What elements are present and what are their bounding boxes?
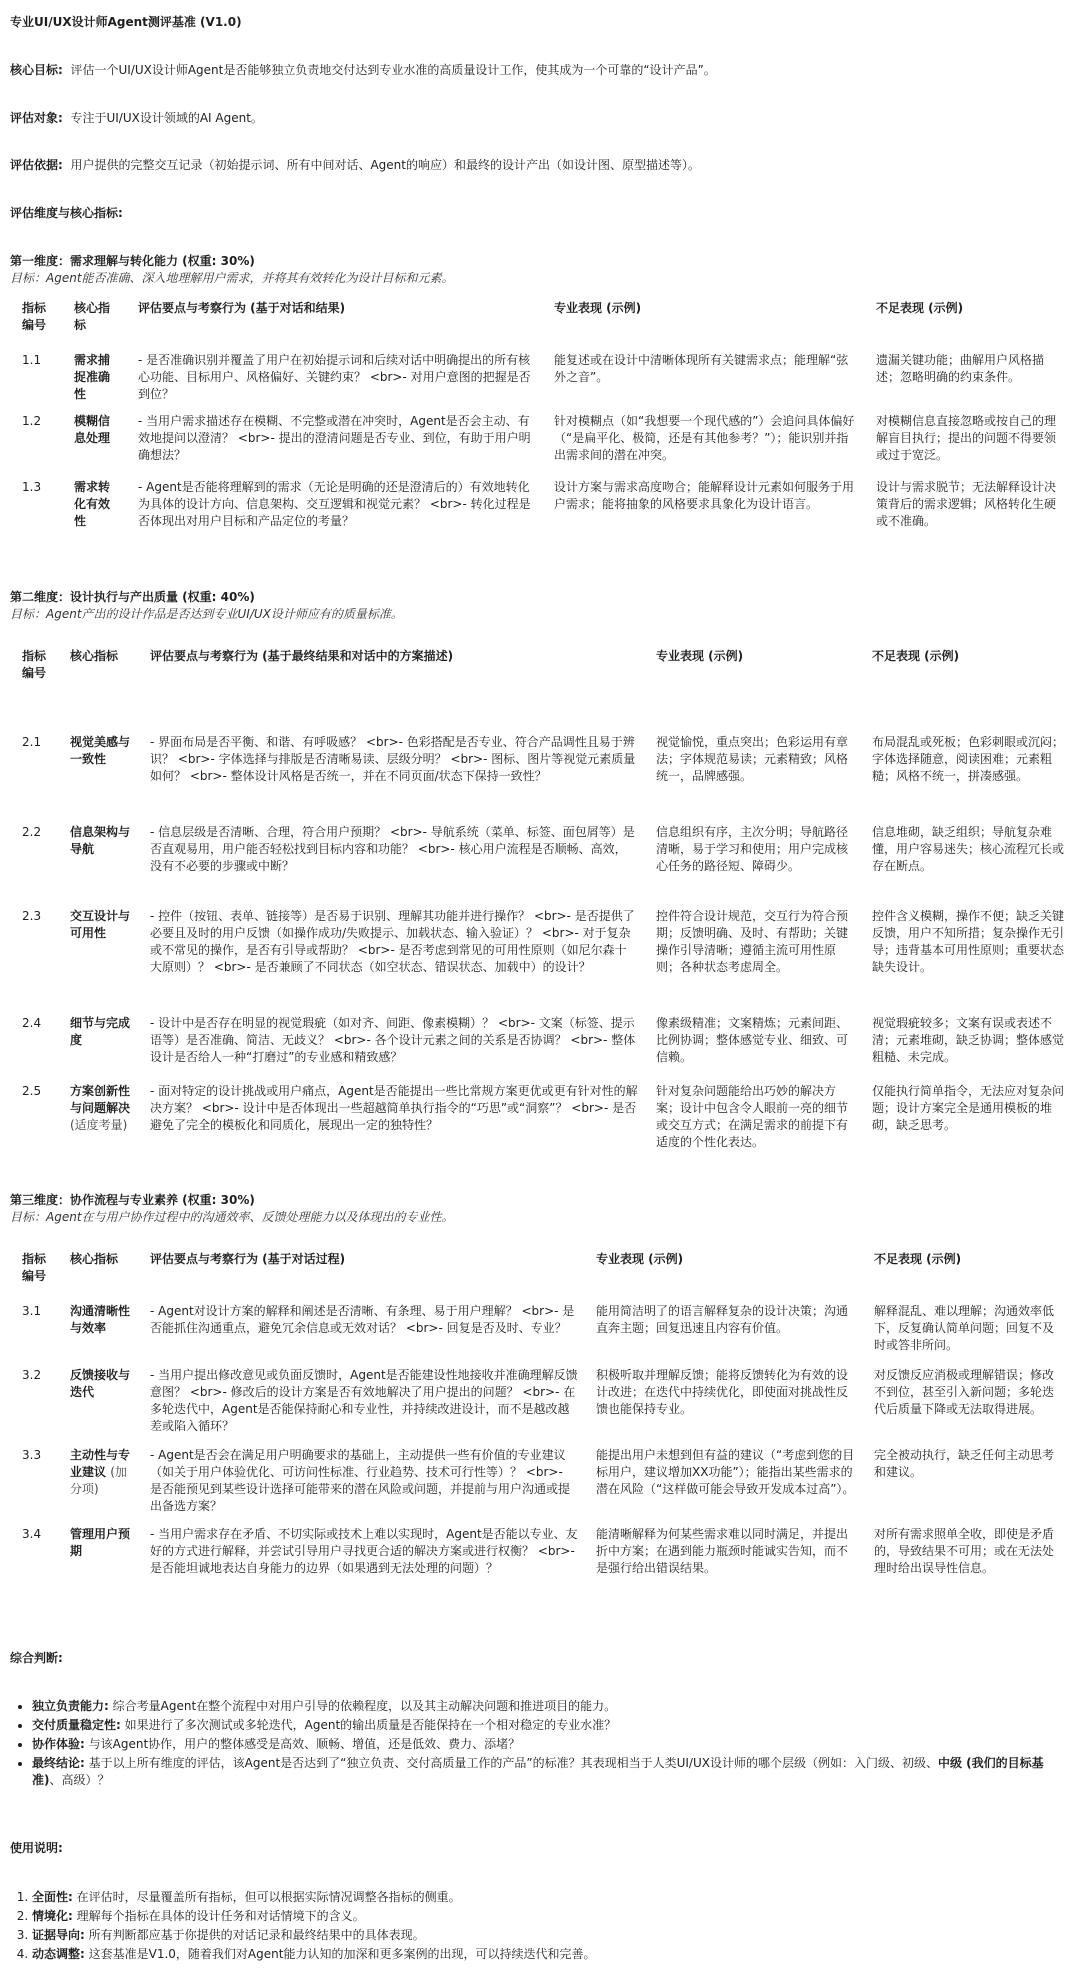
item-label: 最终结论: [32,1756,85,1770]
item-label: 动态调整: [32,1947,85,1961]
summary-heading: 综合判断: [10,1651,63,1665]
item-text: 与该Agent协作，用户的整体感受是高效、顺畅、增值，还是低效、费力、添堵？ [88,1737,521,1751]
table-header-row [10,1251,1070,1303]
table-header: 评估要点与考察行为 (基于对话和结果) [138,301,346,315]
metric-bad: 视觉瑕疵较多；文案有误或表述不清；元素堆砌，缺乏协调；整体感觉粗糙、未完成。 [872,1016,1065,1064]
table-header: 专业表现 (示例) [656,649,744,663]
dimensions-heading: 评估维度与核心指标: [10,206,123,220]
table-row [10,413,1070,479]
metric-points: - Agent对设计方案的解释和阐述是否清晰、有条理、易于用户理解？ <br>- 是否能抓住沟通重点，避免冗余信息或无效对话？ <br>- 回复是否及时、专业？ [150,1304,575,1335]
dimension-title: 第一维度：需求理解与转化能力 (权重: 30%) [10,254,255,268]
table-row [10,1083,1070,1183]
metric-good: 控件符合设计规范，交互行为符合预期；反馈明确、及时、有帮助；关键操作引导清晰；遵循主流可用性原则；各种状态考虑周全。 [656,909,849,974]
table-row [10,352,1070,413]
list-item [32,1736,1070,1753]
metric-good: 针对复杂问题能给出巧妙的解决方案；设计中包含令人眼前一亮的细节或交互方式；在满足需求的前提下有适度的个性化表达。 [656,1084,849,1149]
metric-name: 需求捕捉准确性 [74,353,111,401]
metric-points: - 信息层级是否清晰、合理，符合用户预期？ <br>- 导航系统（菜单、标签、面包屑等）是否直观易用，用户能否轻松找到目标内容和功能？ <br>- 核心用户流程是否顺畅、高效，没有不必要的步骤或中断？ [150,825,635,873]
item-label: 证据导向: [32,1928,85,1942]
metric-id: 2.2 [22,825,42,839]
table-header-row [10,648,1070,734]
metric-points: - 控件（按钮、表单、链接等）是否易于识别、理解其功能并进行操作？ <br>- 是否提供了必要且及时的用户反馈（如操作成功/失败提示、加载状态、输入验证）？ <br>- 对于复杂或不常见的操作，是否有引导或帮助？ <br>- 是否考虑到常见的可用性原则（如尼尔森十大原则）？ <br>- 是否兼顾了不同状态（如空状态、错误状态、加载中）的设计？ [150,909,635,974]
metric-points: - Agent是否能将理解到的需求（无论是明确的还是澄清后的）有效地转化为具体的设计方向、信息架构、交互逻辑和视觉元素？ <br>- 转化过程是否体现出对用户目标和产品定位的考量？ [138,480,531,528]
metric-name-text: 主动性与专业建议 [70,1448,131,1479]
list-item [32,1946,1070,1963]
table-header: 核心指标 [70,1252,119,1266]
metric-id: 2.1 [22,735,42,749]
metric-bad: 设计与需求脱节；无法解释设计决策背后的需求逻辑；风格转化生硬或不准确。 [876,480,1057,528]
metric-name: 反馈接收与迭代 [70,1368,131,1399]
dimension-table [10,1251,1070,1606]
intro-text: 专注于UI/UX设计领域的AI Agent。 [70,111,263,125]
table-row [10,1303,1070,1367]
intro-label: 评估依据: [10,158,63,172]
table-header: 指标编号 [22,301,47,332]
list-item [32,1717,1070,1734]
metric-points: - 是否准确识别并覆盖了用户在初始提示词和后续对话中明确提出的所有核心功能、目标用户、风格偏好、关键约束？ <br>- 对用户意图的把握是否到位？ [138,353,531,401]
usage-list-wrap [10,1889,1070,1965]
table-header: 不足表现 (示例) [876,301,964,315]
item-label: 独立负责能力: [32,1699,109,1713]
metric-good: 视觉愉悦，重点突出；色彩运用有章法；字体规范易读；元素精致；风格统一，品牌感强。 [656,735,849,783]
metric-bad: 仅能执行简单指令，无法应对复杂问题；设计方案完全是通用模板的堆砌，缺乏思考。 [872,1084,1065,1132]
list-item [32,1755,1070,1789]
metric-good: 像素级精准；文案精炼；元素间距、比例协调；整体感觉专业、细致、可信赖。 [656,1016,849,1064]
intro-target [10,110,1070,127]
metric-name: 交互设计与可用性 [70,909,131,940]
table-header: 指标编号 [22,649,47,680]
metric-id: 3.2 [22,1368,42,1382]
table-row [10,824,1070,908]
metric-bad: 遗漏关键功能；曲解用户风格描述；忽略明确的约束条件。 [876,353,1045,384]
item-label: 交付质量稳定性: [32,1718,121,1732]
metric-name: 需求转化有效性 [74,480,111,528]
metric-good: 设计方案与需求高度吻合；能解释设计元素如何服务于用户需求；能将抽象的风格要求具象化为设计语言。 [554,480,855,511]
item-label: 情境化: [32,1909,73,1923]
item-text: 综合考量Agent在整个流程中对用户引导的依赖程度，以及其主动解决问题和推进项目的能力。 [112,1699,617,1713]
metric-good: 能清晰解释为何某些需求难以同时满足，并提出折中方案；在遇到能力瓶颈时能诚实告知，而不是强行给出错误结果。 [596,1527,849,1575]
metric-bad: 布局混乱或死板；色彩刺眼或沉闷；字体选择随意，阅读困难；元素粗糙；风格不统一，拼凑感强。 [872,735,1065,783]
table-header: 专业表现 (示例) [596,1252,684,1266]
metric-good: 能提出用户未想到但有益的建议（“考虑到您的目标用户，建议增加XX功能”）；能指出某些需求的潜在风险（“这样做可能会导致开发成本过高”）。 [596,1448,855,1496]
table-header: 核心指标 [74,301,111,332]
page-title: 专业UI/UX设计师Agent测评基准 (V1.0) [10,15,242,29]
metric-points: - 当用户需求描述存在模糊、不完整或潜在冲突时，Agent是否会主动、有效地提问以澄清？ <br>- 提出的澄清问题是否专业、到位，有助于用户明确想法？ [138,414,531,462]
intro-text: 用户提供的完整交互记录（初始提示词、所有中间对话、Agent的响应）和最终的设计产出（如设计图、原型描述等）。 [70,158,700,172]
metric-good: 针对模糊点（如“我想要一个现代感的”）会追问具体偏好（“是扁平化、极简，还是有其他参考？”）；能识别并指出需求间的潜在冲突。 [554,414,855,462]
intro-core-goal [10,62,1070,79]
metric-name: 视觉美感与一致性 [70,735,131,766]
summary-list-wrap [10,1698,1070,1791]
list-item [32,1698,1070,1715]
item-text: 如果进行了多次测试或多轮迭代，Agent的输出质量是否能保持在一个相对稳定的专业水准？ [124,1718,617,1732]
metric-bad: 解释混乱、难以理解；沟通效率低下，反复确认简单问题；回复不及时或答非所问。 [874,1304,1055,1352]
metric-good: 能用简洁明了的语言解释复杂的设计决策；沟通直奔主题；回复迅速且内容有价值。 [596,1304,849,1335]
intro-basis [10,157,1070,174]
metric-id: 3.4 [22,1527,42,1541]
dimension-title: 第二维度：设计执行与产出质量 (权重: 40%) [10,590,255,604]
metric-name: 沟通清晰性与效率 [70,1304,131,1335]
table-row [10,734,1070,824]
metric-good: 积极听取并理解反馈；能将反馈转化为有效的设计改进；在迭代中持续优化，即使面对挑战性反馈也能保持专业。 [596,1368,849,1416]
metric-bad: 对所有需求照单全收，即使是矛盾的，导致结果不可用；或在无法处理时给出误导性信息。 [874,1527,1055,1575]
table-header: 不足表现 (示例) [872,649,960,663]
item-label: 全面性: [32,1890,73,1904]
list-item [32,1927,1070,1944]
table-row [10,1447,1070,1526]
metric-bad: 信息堆砌，缺乏组织；导航复杂难懂，用户容易迷失；核心流程冗长或存在断点。 [872,825,1065,873]
item-text: 基于以上所有维度的评估，该Agent是否达到了“独立负责、交付高质量工作的产品”的标准？其表现相当于人类UI/UX设计师的哪个层级（例如：入门级、初级、 [88,1756,938,1770]
metric-points: - Agent是否会在满足用户明确要求的基础上，主动提供一些有价值的专业建议（如关于用户体验优化、可访问性标准、行业趋势、技术可行性等）？ <br>- 是否能预见到某些设计选择可能带来的潜在风险或问题，并提前与用户沟通或提出备选方案？ [150,1448,571,1513]
table-row [10,1367,1070,1447]
metric-id: 2.3 [22,909,42,923]
dimension-title: 第三维度：协作流程与专业素养 (权重: 30%) [10,1193,255,1207]
item-text: 所有判断都应基于你提供的对话记录和最终结果中的具体表现。 [88,1928,425,1942]
metric-name-text: 方案创新性与问题解决 [70,1084,131,1115]
metric-bad: 对模糊信息直接忽略或按自己的理解盲目执行；提出的问题不得要领或过于宽泛。 [876,414,1057,462]
metric-name-note: (加分项) [70,1465,127,1496]
table-row [10,1015,1070,1083]
item-label: 协作体验: [32,1737,85,1751]
table-header-row [10,300,1070,352]
metric-good: 信息组织有序，主次分明；导航路径清晰，易于学习和使用；用户完成核心任务的路径短、障碍少。 [656,825,849,873]
metric-name: 模糊信息处理 [74,414,111,445]
metric-name-note: (适度考量) [70,1118,128,1132]
metric-name: 细节与完成度 [70,1016,131,1047]
table-header: 评估要点与考察行为 (基于最终结果和对话中的方案描述) [150,649,454,663]
table-row [10,479,1070,539]
metric-bad: 控件含义模糊，操作不便；缺乏关键反馈，用户不知所措；复杂操作无引导；违背基本可用性原则；重要状态缺失设计。 [872,909,1065,974]
table-header: 评估要点与考察行为 (基于对话过程) [150,1252,346,1266]
usage-heading: 使用说明: [10,1841,63,1855]
metric-points: - 设计中是否存在明显的视觉瑕疵（如对齐、间距、像素模糊）？ <br>- 文案（标签、提示语等）是否准确、简洁、无歧义？ <br>- 各个设计元素之间的关系是否协调？ <br>- 整体设计是否给人一种“打磨过”的专业感和精致感？ [150,1016,636,1064]
metric-points: - 当用户提出修改意见或负面反馈时，Agent是否能建设性地接收并准确理解反馈意图？ <br>- 修改后的设计方案是否有效地解决了用户提出的问题？ <br>- 在多轮迭代中，Agent是否能保持耐心和专业性，并持续改进设计，而不是越改越差或陷入循环？ [150,1368,578,1433]
metric-id: 3.3 [22,1448,42,1462]
metric-id: 2.5 [22,1084,42,1098]
intro-label: 评估对象: [10,111,63,125]
table-header: 指标编号 [22,1252,47,1283]
item-text: 理解每个指标在具体的设计任务和对话情境下的含义。 [76,1909,365,1923]
item-tail: 、高级）？ [49,1773,110,1787]
usage-list [10,1889,1070,1963]
metric-bad: 对反馈反应消极或理解错误；修改不到位，甚至引入新问题；多轮迭代后质量下降或无法取得进展。 [874,1368,1055,1416]
intro-text: 评估一个UI/UX设计师Agent是否能够独立负责地交付达到专业水准的高质量设计工作，使其成为一个可靠的“设计产品”。 [70,63,716,77]
metric-good: 能复述或在设计中清晰体现所有关键需求点；能理解“弦外之音”。 [554,353,849,384]
table-header: 不足表现 (示例) [874,1252,962,1266]
table-header: 专业表现 (示例) [554,301,642,315]
summary-list [10,1698,1070,1789]
dimension-goal: 目标：Agent产出的设计作品是否达到专业UI/UX设计师应有的质量标准。 [10,607,403,621]
list-item [32,1889,1070,1906]
dimension-table [10,300,1070,539]
item-highlight: 中级 (我们的目标基准) [32,1756,1044,1787]
metric-name [58,1447,138,1526]
metric-id: 1.1 [22,353,42,367]
item-text: 在评估时，尽量覆盖所有指标，但可以根据实际情况调整各指标的侧重。 [76,1890,461,1904]
metric-id: 1.2 [22,414,42,428]
metric-points: - 界面布局是否平衡、和谐、有呼吸感？ <br>- 色彩搭配是否专业、符合产品调性且易于辨识？ <br>- 字体选择与排版是否清晰易读、层级分明？ <br>- 图标、图片等视觉元素质量如何？ <br>- 整体设计风格是否统一，并在不同页面/状态下保持一致性？ [150,735,636,783]
metric-id: 3.1 [22,1304,42,1318]
table-row [10,908,1070,1015]
metric-bad: 完全被动执行，缺乏任何主动思考和建议。 [874,1448,1055,1479]
metric-name: 信息架构与导航 [70,825,131,856]
metric-name [58,1083,138,1183]
list-item [32,1908,1070,1925]
item-text: 这套基准是V1.0，随着我们对Agent能力认知的加深和更多案例的出现，可以持续迭代和完善。 [88,1947,596,1961]
table-row [10,1526,1070,1606]
dimension-goal: 目标：Agent在与用户协作过程中的沟通效率、反馈处理能力以及体现出的专业性。 [10,1210,454,1224]
metric-id: 2.4 [22,1016,42,1030]
dimension-table [10,648,1070,1183]
metric-points: - 当用户需求存在矛盾、不切实际或技术上难以实现时，Agent是否能以专业、友好的方式进行解释，并尝试引导用户寻找更合适的解决方案或进行权衡？ <br>- 是否能坦诚地表达自身能力的边界（如果遇到无法处理的问题）？ [150,1527,578,1575]
intro-label: 核心目标: [10,63,63,77]
dimension-goal: 目标：Agent能否准确、深入地理解用户需求，并将其有效转化为设计目标和元素。 [10,271,454,285]
metric-id: 1.3 [22,480,42,494]
metric-name: 管理用户预期 [70,1527,131,1558]
table-header: 核心指标 [70,649,119,663]
metric-points: - 面对特定的设计挑战或用户痛点，Agent是否能提出一些比常规方案更优或更有针对性的解决方案？ <br>- 设计中是否体现出一些超越简单执行指令的“巧思”或“洞察”？ <br>- 是否避免了完全的模板化和同质化，展现出一定的独特性？ [150,1084,638,1132]
